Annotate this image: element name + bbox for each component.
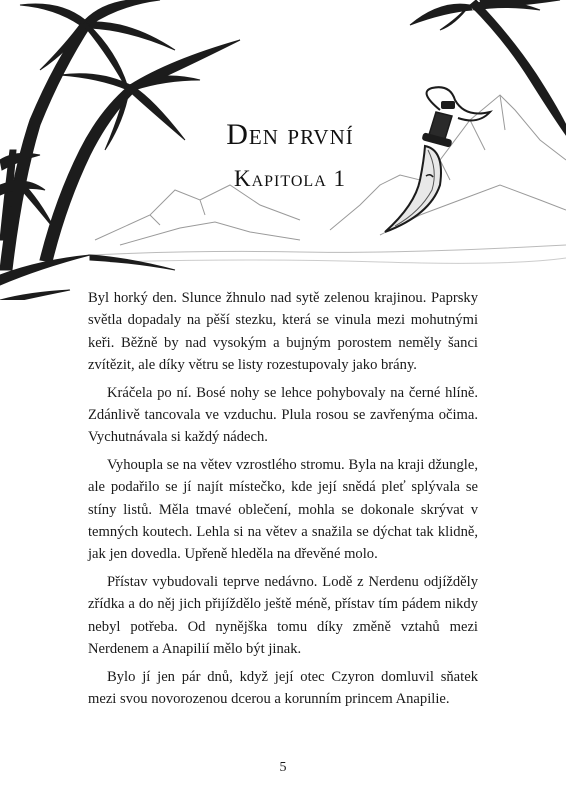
- paragraph: Vyhoupla se na větev vzrostlého stromu. Byla na kraji džungle, ale podařilo se jí najít místečko, kde její snědá pleť splývala se stíny listů. Měla tmavé oblečení, mohla se dokonale skrývat v temných koutech. Lehla si na větev a snažila se dýchat tak klidně, jak jen dovedla. Upřeně hleděla na dřevěné molo.: [88, 456, 478, 563]
- chapter-subtitle: Kapitola 1: [233, 166, 346, 191]
- palm-trees-left-icon: [0, 0, 240, 300]
- paragraph: Přístav vybudovali teprve nedávno. Lodě z Nerdenu odjížděly zřídka a do něj jich přijíždělo ještě méně, přístav tím pádem nikdy nebyl potřeba. Od nynějška tomu díky změně vztahů mezi Nerdenem a Anapilií mělo být jinak.: [88, 573, 478, 658]
- dagger-icon: [385, 87, 490, 232]
- paragraph: Byl horký den. Slunce žhnulo nad sytě zelenou krajinou. Paprsky světla dopadaly na pěší stezku, která se vinula mezi mohutnými keři. Běžně by nad vysokým a bujným porostem neměly šanci zvítězit, ale díky větru se listy rozestupovaly jako brány.: [88, 290, 478, 374]
- paragraph: Bylo jí jen pár dnů, když její otec Czyron domluvil sňatek mezi svou novorozenou dcerou a korunním princem Anapilie.: [88, 668, 478, 707]
- page-number: 5: [279, 760, 287, 775]
- chapter-title: Den první: [226, 118, 354, 151]
- body-text: [88, 287, 478, 715]
- paragraph: Kráčela po ní. Bosé nohy se lehce pohybovaly na černé hlíně. Zdánlivě tancovala ve vzduchu. Plula rosou se zavřenýma očima. Vychutnávala si každý nádech.: [88, 384, 478, 446]
